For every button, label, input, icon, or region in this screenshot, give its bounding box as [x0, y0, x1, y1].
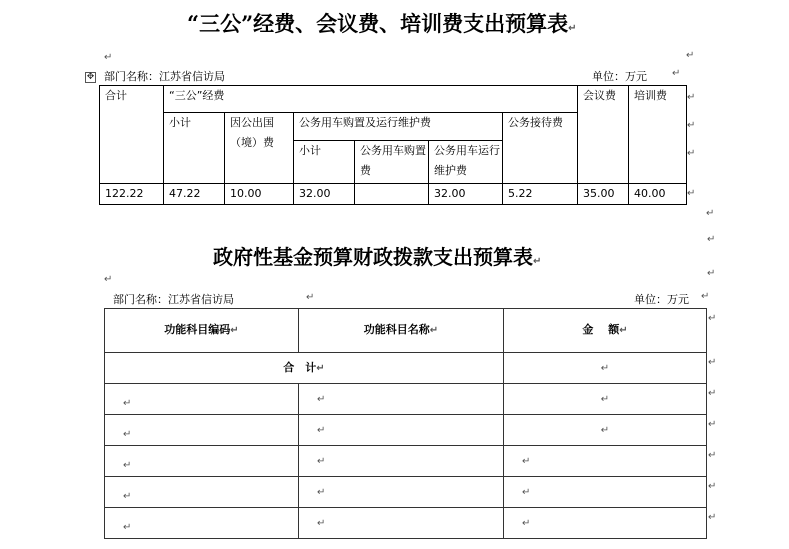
- header-car-operation: 公务用车运行维护费: [429, 141, 503, 184]
- paragraph-mark: ↵: [708, 450, 717, 461]
- header-amount: 金 额↵: [504, 309, 707, 353]
- paragraph-mark: ↵: [687, 120, 696, 131]
- header-sangong: “三公”经费: [164, 86, 578, 113]
- fund-name-cell: ↵: [299, 446, 504, 477]
- paragraph-mark: ↵: [306, 292, 315, 303]
- paragraph-mark: ↵: [706, 208, 715, 219]
- total-label: 合 计↵: [105, 353, 504, 384]
- paragraph-mark: ↵: [708, 357, 717, 368]
- paragraph-mark: ↵: [701, 291, 710, 302]
- fund-amount-cell: ↵: [504, 384, 707, 415]
- header-subtotal: 小计: [164, 113, 225, 184]
- header-meeting: 会议费: [578, 86, 629, 184]
- paragraph-mark: ↵: [708, 419, 717, 430]
- header-car-subtotal: 小计: [294, 141, 355, 184]
- fund-name-cell: ↵: [299, 508, 504, 539]
- fund-amount-cell: ↵: [504, 415, 707, 446]
- doc1-dept-label: 部门名称：江苏省信访局: [104, 70, 225, 83]
- paragraph-mark: ↵: [708, 388, 717, 399]
- paragraph-mark: ↵: [104, 52, 113, 63]
- total-amount: ↵: [504, 353, 707, 384]
- header-reception: 公务接待费: [503, 113, 578, 184]
- header-car-group: 公务用车购置及运行维护费: [294, 113, 503, 141]
- paragraph-mark: ↵: [708, 481, 717, 492]
- fund-code-cell: ↵: [105, 508, 299, 539]
- paragraph-mark: ↵: [104, 274, 113, 285]
- paragraph-mark: ↵: [707, 268, 716, 279]
- fund-amount-cell: ↵: [504, 446, 707, 477]
- fund-code-cell: ↵: [105, 384, 299, 415]
- value-training: 40.00: [629, 184, 687, 205]
- paragraph-mark: ↵: [672, 68, 681, 79]
- paragraph-mark: ↵: [687, 92, 696, 103]
- value-abroad: 10.00: [225, 184, 294, 205]
- header-code: 功能科目编码↵: [105, 309, 299, 353]
- fund-name-cell: ↵: [299, 384, 504, 415]
- paragraph-mark: ↵: [687, 188, 696, 199]
- value-reception: 5.22: [503, 184, 578, 205]
- doc1-unit-label: 单位：万元: [592, 70, 647, 83]
- fund-name-cell: ↵: [299, 477, 504, 508]
- header-abroad: 因公出国（境）费: [225, 113, 294, 184]
- value-car-purchase: [355, 184, 429, 205]
- value-total: 122.22: [100, 184, 164, 205]
- doc1-title: “三公”经费、会议费、培训费支出预算表↵: [187, 11, 577, 36]
- doc2-unit-label: 单位：万元: [634, 293, 689, 306]
- value-car-subtotal: 32.00: [294, 184, 355, 205]
- value-car-operation: 32.00: [429, 184, 503, 205]
- value-meeting: 35.00: [578, 184, 629, 205]
- header-training: 培训费: [629, 86, 687, 184]
- paragraph-mark: ↵: [686, 50, 695, 61]
- paragraph-mark: ↵: [707, 234, 716, 245]
- header-name: 功能科目名称↵: [299, 309, 504, 353]
- sangong-table: [99, 85, 687, 205]
- fund-amount-cell: ↵: [504, 508, 707, 539]
- value-subtotal: 47.22: [164, 184, 225, 205]
- fund-code-cell: ↵: [105, 477, 299, 508]
- table-move-handle-icon[interactable]: ✥: [86, 72, 95, 82]
- fund-amount-cell: ↵: [504, 477, 707, 508]
- fund-name-cell: ↵: [299, 415, 504, 446]
- fund-table: [104, 308, 707, 539]
- doc2-title: 政府性基金预算财政拨款支出预算表↵: [213, 245, 542, 269]
- doc2-dept-label: 部门名称：江苏省信访局: [113, 293, 234, 306]
- fund-code-cell: ↵: [105, 446, 299, 477]
- paragraph-mark: ↵: [708, 512, 717, 523]
- paragraph-mark: ↵: [708, 313, 717, 324]
- paragraph-mark: ↵: [687, 148, 696, 159]
- header-total: 合计: [100, 86, 164, 184]
- header-car-purchase: 公务用车购置费: [355, 141, 429, 184]
- fund-code-cell: ↵: [105, 415, 299, 446]
